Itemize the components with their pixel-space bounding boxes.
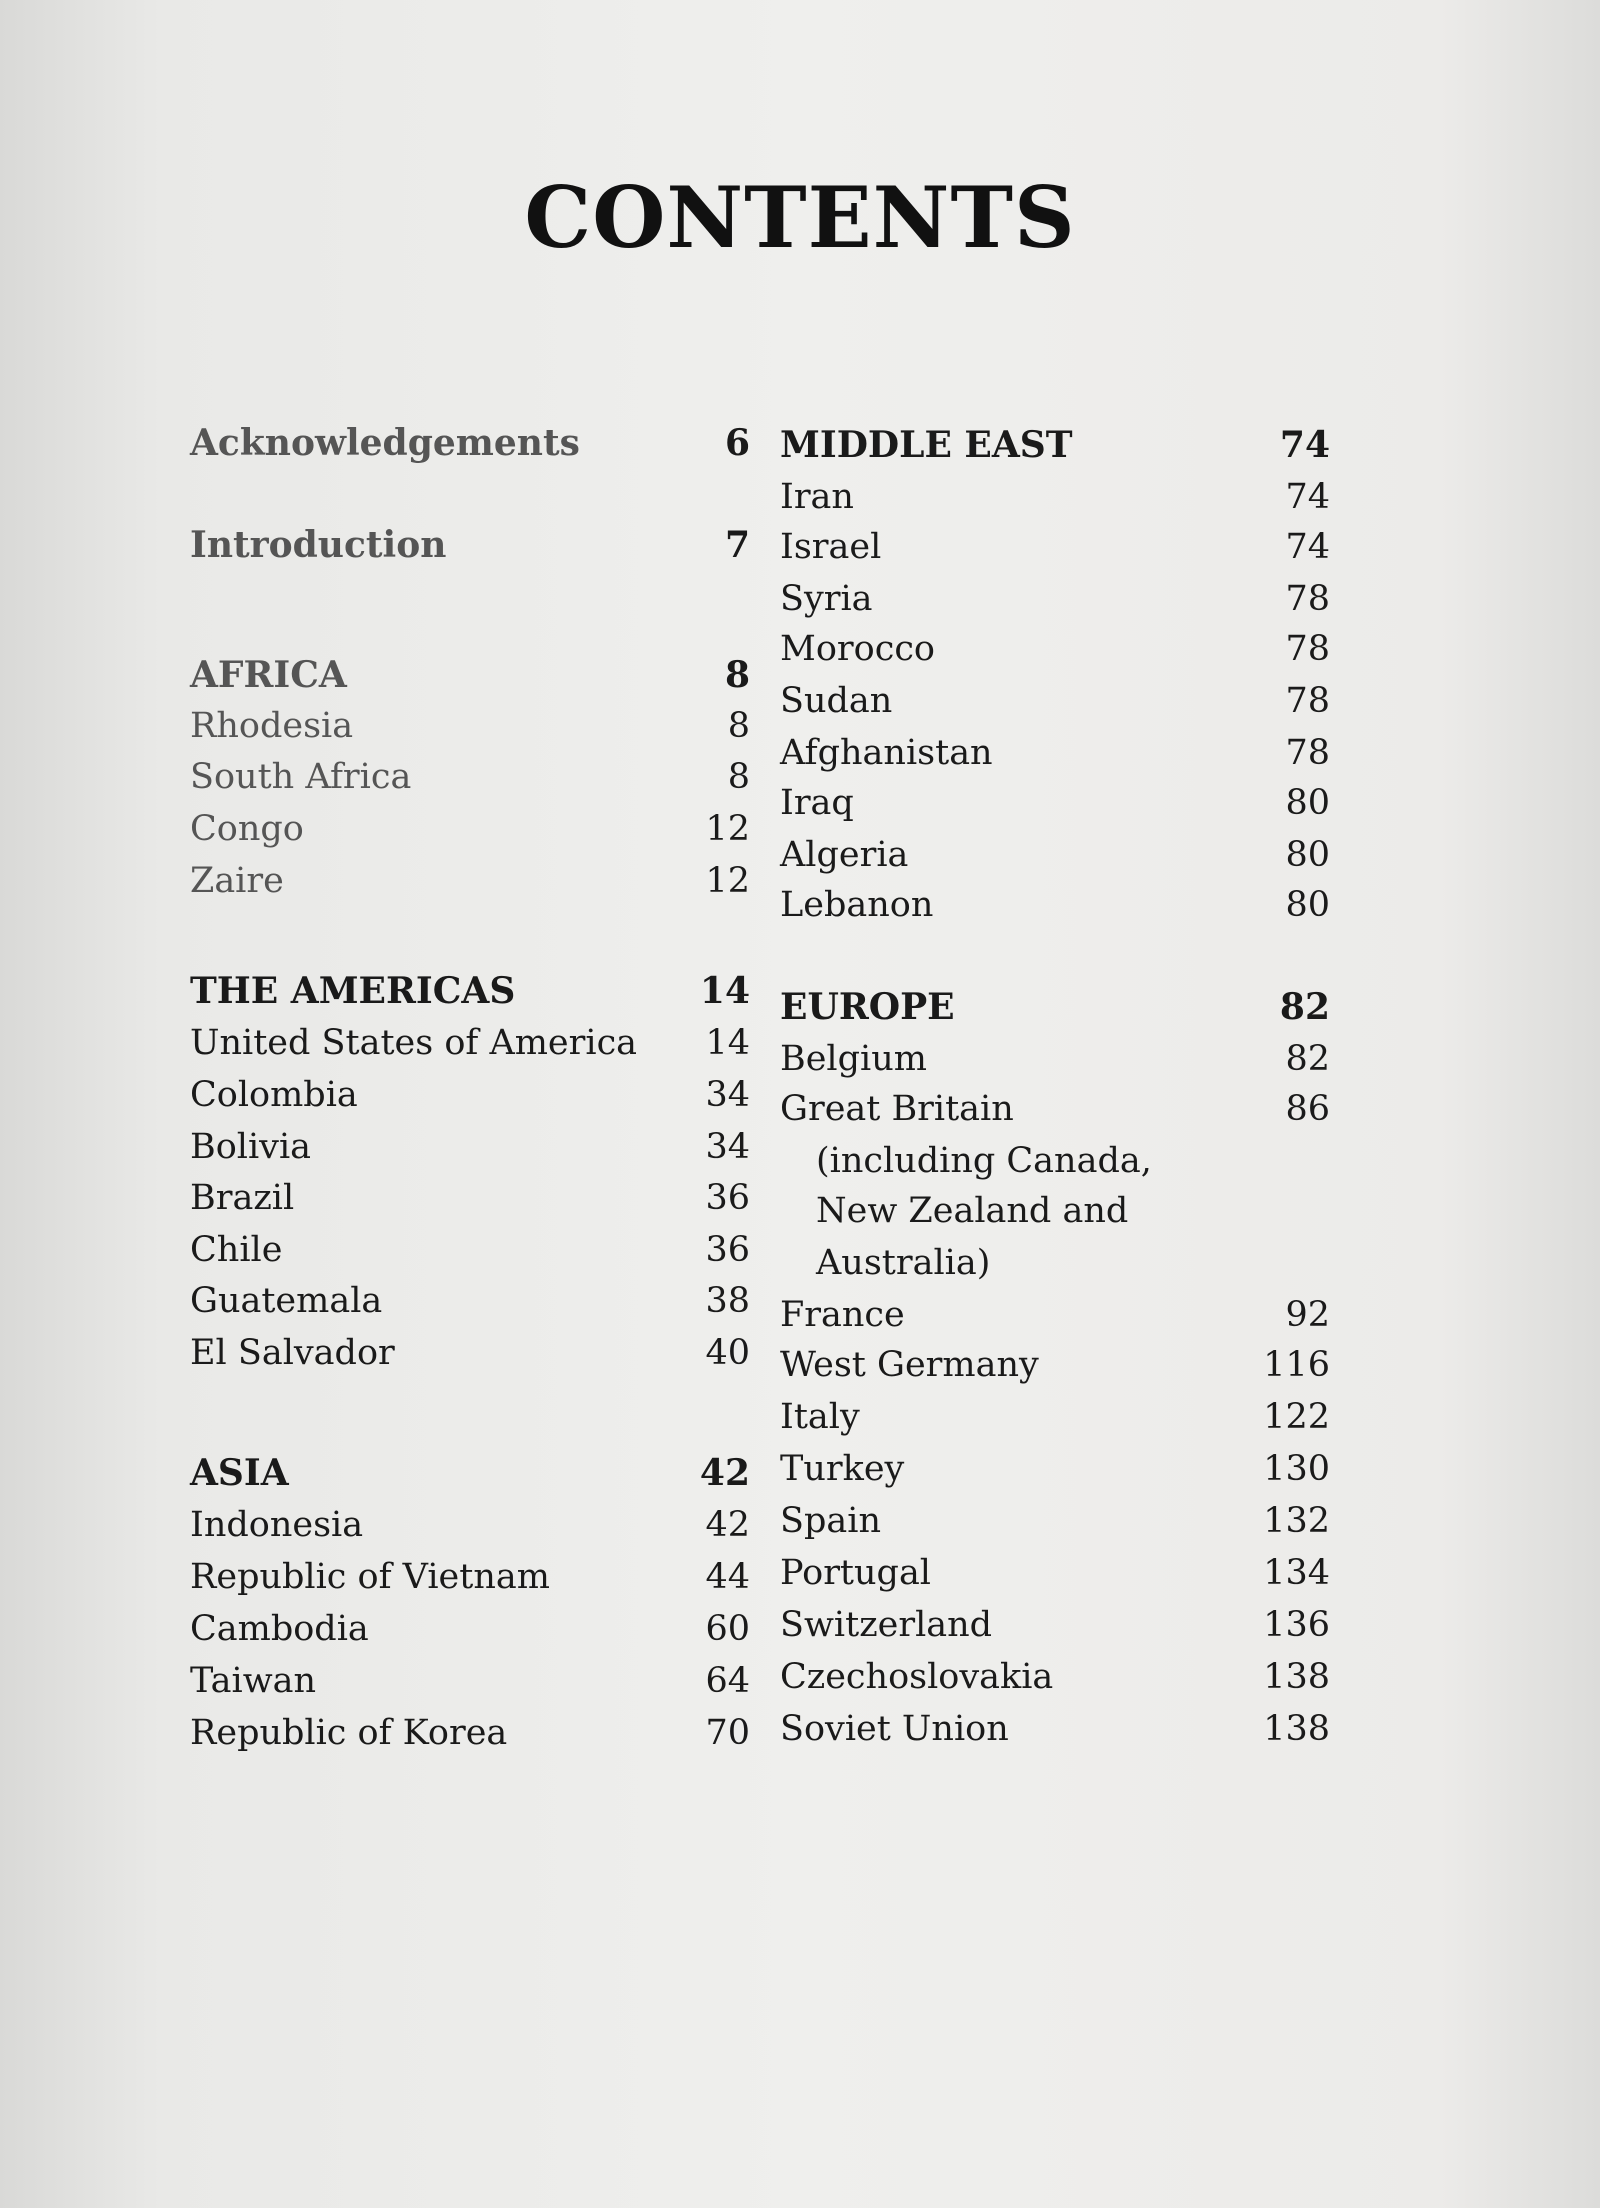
contents-entry [780,574,1330,624]
contents-entry [780,1238,1330,1288]
entry-page-number: 136 [1263,1605,1330,1645]
entry-page-number: 130 [1263,1449,1330,1489]
entry-page-number: 74 [1285,477,1330,517]
contents-entry [190,1500,750,1550]
entry-page-number: 14 [699,970,750,1012]
entry-title: Portugal [780,1553,932,1593]
entry-title: Morocco [780,629,935,669]
entry-page-number: 78 [1285,681,1330,721]
entry-title: Chile [190,1230,283,1270]
entry-page-number: 38 [705,1281,750,1321]
entry-page-number: 34 [705,1075,750,1115]
entry-title: Zaire [190,861,284,901]
entry-page-number: 80 [1285,783,1330,823]
contents-entry [780,676,1330,726]
entry-page-number: 138 [1263,1657,1330,1697]
entry-title: Afghanistan [780,733,993,773]
entry-page-number: 80 [1285,835,1330,875]
entry-title: Republic of Vietnam [190,1557,550,1597]
entry-title: Guatemala [190,1281,383,1321]
entry-page-number: 14 [705,1023,750,1063]
contents-entry [190,701,750,751]
entry-page-number: 70 [705,1713,750,1753]
contents-entry [780,1136,1330,1186]
contents-entry [780,1084,1330,1134]
entry-title: ASIA [190,1452,289,1494]
contents-section-heading [190,650,750,700]
contents-entry [190,1122,750,1172]
entry-title: Introduction [190,524,447,566]
entry-page-number: 44 [705,1557,750,1597]
entry-page-number: 6 [724,422,750,464]
contents-entry [780,880,1330,930]
entry-title: Bolivia [190,1127,312,1167]
entry-title: Great Britain [780,1089,1014,1129]
entry-page-number: 138 [1263,1709,1330,1749]
contents-section-heading [780,420,1330,470]
contents-entry [190,1552,750,1602]
entry-title: THE AMERICAS [190,970,516,1012]
entry-title: Cambodia [190,1609,369,1649]
entry-page-number: 8 [727,706,750,746]
entry-title: MIDDLE EAST [780,424,1073,466]
entry-title: Syria [780,579,873,619]
entry-page-number: 42 [705,1505,750,1545]
entry-page-number: 132 [1263,1501,1330,1541]
contents-entry [780,624,1330,674]
entry-title: AFRICA [190,654,347,696]
contents-entry [780,1600,1330,1650]
contents-entry [190,1328,750,1378]
entry-title: Taiwan [190,1661,317,1701]
entry-page-number: 80 [1285,885,1330,925]
contents-section-heading [190,520,750,570]
entry-page-number: 78 [1285,629,1330,669]
contents-entry [190,856,750,906]
entry-title: Acknowledgements [190,422,580,464]
entry-title: Colombia [190,1075,358,1115]
entry-title: Rhodesia [190,706,354,746]
entry-title: Sudan [780,681,893,721]
entry-page-number: 82 [1279,986,1330,1028]
entry-title: Switzerland [780,1605,993,1645]
contents-entry [190,1604,750,1654]
contents-entry [780,1652,1330,1702]
entry-title: New Zealand and [816,1191,1129,1231]
entry-title: Turkey [780,1449,905,1489]
entry-page-number: 36 [705,1230,750,1270]
entry-page-number: 36 [705,1178,750,1218]
contents-entry [190,1225,750,1275]
entry-page-number: 40 [705,1333,750,1373]
entry-page-number: 134 [1263,1553,1330,1593]
contents-section-heading [190,418,750,468]
entry-title: Brazil [190,1178,295,1218]
entry-title: Spain [780,1501,881,1541]
entry-page-number: 86 [1285,1089,1330,1129]
entry-page-number: 78 [1285,579,1330,619]
entry-page-number: 34 [705,1127,750,1167]
entry-title: Soviet Union [780,1709,1009,1749]
contents-entry [780,1034,1330,1084]
entry-title: Belgium [780,1039,927,1079]
entry-page-number: 74 [1279,424,1330,466]
entry-title: Israel [780,527,882,567]
entry-title: Algeria [780,835,909,875]
contents-entry [780,830,1330,880]
contents-entry [780,1444,1330,1494]
contents-entry [780,1340,1330,1390]
contents-entry [190,1018,750,1068]
contents-entry [780,778,1330,828]
contents-entry [780,522,1330,572]
entry-title: Italy [780,1397,860,1437]
entry-page-number: 116 [1263,1345,1330,1385]
entry-page-number: 12 [705,809,750,849]
entry-title: Indonesia [190,1505,364,1545]
contents-entry [780,1704,1330,1754]
entry-title: Congo [190,809,304,849]
entry-title: Iran [780,477,854,517]
contents-entry [190,1656,750,1706]
contents-entry [780,1290,1330,1340]
contents-entry [780,472,1330,522]
entry-page-number: 82 [1285,1039,1330,1079]
contents-entry [780,728,1330,778]
entry-page-number: 60 [705,1609,750,1649]
entry-page-number: 74 [1285,527,1330,567]
entry-title: Republic of Korea [190,1713,508,1753]
contents-section-heading [190,966,750,1016]
entry-page-number: 8 [724,654,750,696]
entry-title: Iraq [780,783,854,823]
entry-page-number: 7 [724,524,750,566]
contents-entry [780,1186,1330,1236]
entry-page-number: 42 [699,1452,750,1494]
contents-entry [780,1548,1330,1598]
page-title: CONTENTS [524,168,1076,267]
contents-section-heading [780,982,1330,1032]
entry-page-number: 64 [705,1661,750,1701]
entry-title: United States of America [190,1023,638,1063]
entry-title: El Salvador [190,1333,395,1373]
entry-page-number: 12 [705,861,750,901]
contents-entry [190,1173,750,1223]
contents-entry [190,1070,750,1120]
entry-page-number: 8 [727,757,750,797]
contents-section-heading [190,1448,750,1498]
contents-entry [190,1708,750,1758]
contents-entry [190,804,750,854]
entry-title: Lebanon [780,885,934,925]
entry-title: EUROPE [780,986,955,1028]
entry-title: France [780,1295,905,1335]
contents-entry [780,1496,1330,1546]
entry-title: South Africa [190,757,412,797]
entry-page-number: 78 [1285,733,1330,773]
contents-entry [190,752,750,802]
entry-title: West Germany [780,1345,1039,1385]
entry-title: (including Canada, [816,1141,1152,1181]
entry-title: Australia) [816,1243,991,1283]
entry-page-number: 92 [1285,1295,1330,1335]
entry-title: Czechoslovakia [780,1657,1054,1697]
contents-entry [780,1392,1330,1442]
entry-page-number: 122 [1263,1397,1330,1437]
contents-entry [190,1276,750,1326]
